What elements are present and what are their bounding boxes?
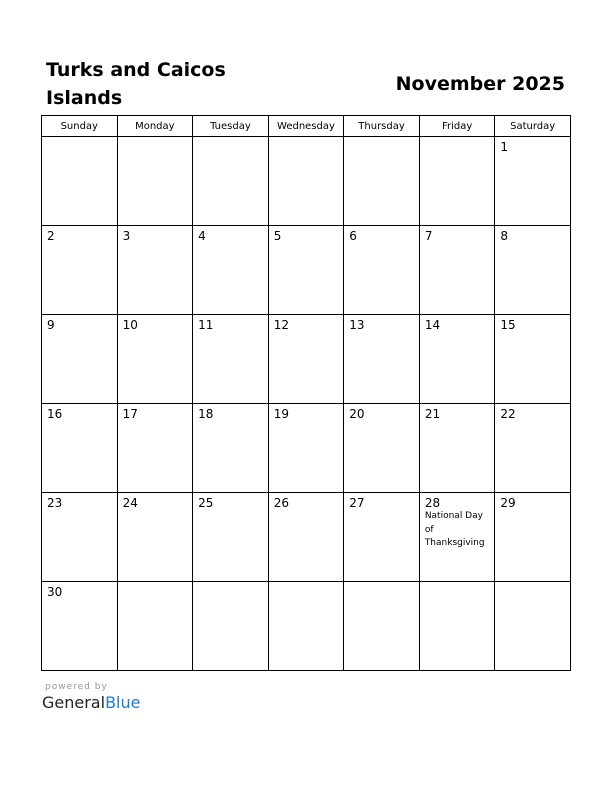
day-number: 9	[47, 318, 55, 332]
day-number: 14	[424, 318, 441, 332]
day-cell	[344, 226, 420, 315]
day-cell	[495, 226, 571, 315]
week-row	[42, 582, 571, 671]
day-cell	[419, 493, 495, 582]
day-cell	[344, 404, 420, 493]
day-cell	[193, 315, 269, 404]
day-cell	[117, 493, 193, 582]
day-number: 25	[198, 496, 214, 510]
day-cell	[117, 582, 193, 671]
day-number: 19	[273, 407, 289, 421]
day-cell	[117, 226, 193, 315]
day-cell	[268, 315, 344, 404]
day-number: 21	[424, 407, 441, 421]
day-cell	[495, 137, 571, 226]
day-number: 5	[273, 229, 282, 243]
day-number: 24	[122, 496, 138, 510]
brand-logo	[42, 693, 140, 713]
day-cell	[42, 404, 118, 493]
weekday-header-tuesday: Tuesday	[193, 116, 269, 137]
day-number: 7	[424, 229, 433, 243]
day-cell	[344, 315, 420, 404]
day-cell	[42, 582, 118, 671]
brand-logo-general: General	[42, 693, 106, 712]
day-number: 13	[349, 318, 365, 332]
country-title: Turks and Caicos Islands	[46, 59, 226, 109]
day-number: 4	[198, 229, 206, 243]
powered-by-text: powered by	[45, 682, 108, 692]
day-number: 1	[500, 140, 509, 154]
day-number: 28	[424, 496, 441, 510]
week-row	[42, 137, 571, 226]
weekday-header-sunday: Sunday	[42, 116, 118, 137]
day-cell	[419, 137, 495, 226]
day-cell	[495, 493, 571, 582]
day-cell	[193, 226, 269, 315]
month-title: November 2025	[395, 73, 565, 95]
day-cell	[117, 404, 193, 493]
day-cell	[42, 137, 118, 226]
day-number: 29	[500, 496, 516, 510]
day-cell	[117, 137, 193, 226]
day-number: 11	[198, 318, 214, 332]
day-number: 10	[122, 318, 138, 332]
day-number: 16	[47, 407, 63, 421]
day-number: 17	[122, 407, 138, 421]
day-cell	[193, 582, 269, 671]
day-cell	[42, 493, 118, 582]
day-cell	[495, 582, 571, 671]
calendar-grid	[41, 115, 571, 671]
day-cell	[344, 493, 420, 582]
weekday-header-saturday: Saturday	[495, 116, 571, 137]
day-number: 26	[273, 496, 289, 510]
week-row	[42, 493, 571, 582]
weekday-header-friday: Friday	[419, 116, 495, 137]
day-number: 2	[47, 229, 55, 243]
day-cell	[268, 226, 344, 315]
day-cell	[193, 137, 269, 226]
day-number: 27	[349, 496, 365, 510]
day-number: 20	[349, 407, 365, 421]
day-cell	[419, 582, 495, 671]
week-row	[42, 315, 571, 404]
day-cell	[117, 315, 193, 404]
week-row	[42, 226, 571, 315]
day-number: 18	[198, 407, 214, 421]
day-number: 6	[349, 229, 357, 243]
day-cell	[344, 582, 420, 671]
day-cell	[419, 226, 495, 315]
week-row	[42, 404, 571, 493]
day-cell	[268, 582, 344, 671]
day-cell	[495, 315, 571, 404]
day-number: 22	[500, 407, 516, 421]
day-cell	[419, 404, 495, 493]
day-cell	[268, 137, 344, 226]
day-cell	[268, 404, 344, 493]
day-cell	[193, 493, 269, 582]
day-cell	[268, 493, 344, 582]
day-number: 8	[500, 229, 509, 243]
day-number: 30	[47, 585, 63, 599]
day-number: 15	[500, 318, 516, 332]
weekday-header-row	[42, 116, 571, 137]
day-number: 23	[47, 496, 63, 510]
day-cell	[495, 404, 571, 493]
day-number: 12	[273, 318, 289, 332]
weekday-header-monday: Monday	[117, 116, 193, 137]
day-cell	[419, 315, 495, 404]
holiday-label: National Day of Thanksgiving	[424, 511, 485, 548]
footer-branding	[42, 682, 140, 713]
brand-logo-blue: Blue	[105, 693, 141, 712]
day-cell	[42, 226, 118, 315]
weekday-header-wednesday: Wednesday	[268, 116, 344, 137]
day-cell	[344, 137, 420, 226]
weekday-header-thursday: Thursday	[344, 116, 420, 137]
day-cell	[193, 404, 269, 493]
day-cell	[42, 315, 118, 404]
day-number: 3	[122, 229, 131, 243]
